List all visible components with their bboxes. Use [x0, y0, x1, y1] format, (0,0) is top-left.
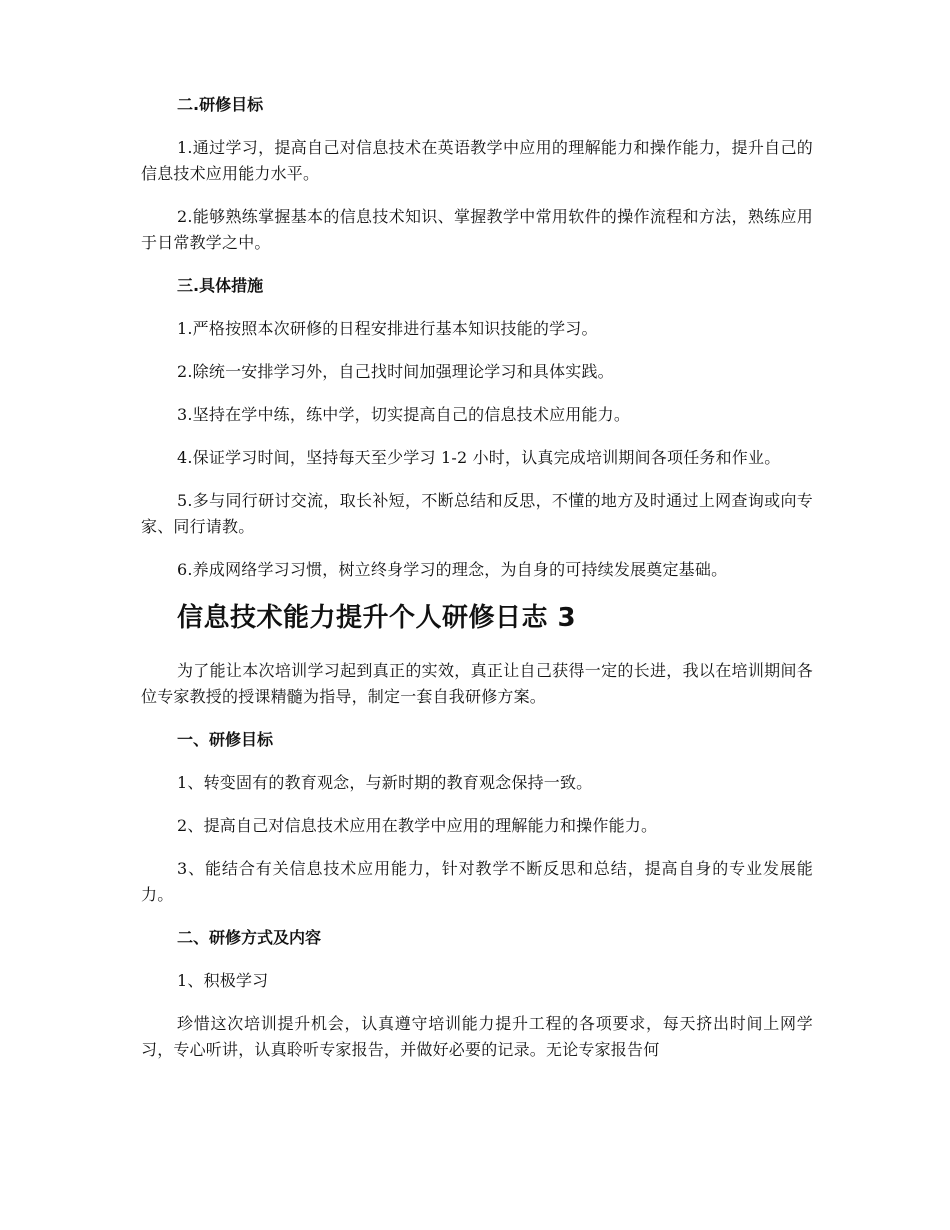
- journal-title: 信息技术能力提升个人研修日志 3: [177, 603, 577, 633]
- section-heading-research-goals: 二.研修目标: [177, 95, 264, 114]
- method-paragraph-1: 珍惜这次培训提升机会，认真遵守培训能力提升工程的各项要求，每天挤出时间上网学习，专心听讲，认真聆听专家报告，并做好必要的记录。无论专家报告何: [141, 1014, 813, 1059]
- method-subheading-1: 1、积极学习: [177, 971, 269, 990]
- goal-point-3: 3、能结合有关信息技术应用能力，针对教学不断反思和总结，提高自身的专业发展能力。: [141, 859, 813, 904]
- intro-paragraph: 为了能让本次培训学习起到真正的实效，真正让自己获得一定的长进，我以在培训期间各位专家教授的授课精髓为指导，制定一套自我研修方案。: [141, 661, 813, 706]
- document-body: [141, 92, 813, 1080]
- section-heading-specific-measures: 三.具体措施: [177, 276, 264, 295]
- measure-item-2: 2.除统一安排学习外，自己找时间加强理论学习和具体实践。: [177, 362, 614, 381]
- measure-item-6: 6.养成网络学习习惯，树立终身学习的理念，为自身的可持续发展奠定基础。: [177, 560, 728, 579]
- goal-item-1: 1.通过学习，提高自己对信息技术在英语教学中应用的理解能力和操作能力，提升自己的信息技术应用能力水平。: [141, 138, 813, 183]
- measure-item-5: 5.多与同行研讨交流，取长补短，不断总结和反思，不懂的地方及时通过上网查询或向专家、同行请教。: [141, 491, 813, 536]
- measure-item-1: 1.严格按照本次研修的日程安排进行基本知识技能的学习。: [177, 319, 598, 338]
- section-heading-methods-content: 二、研修方式及内容: [177, 928, 322, 947]
- measure-item-4: 4.保证学习时间，坚持每天至少学习 1-2 小时，认真完成培训期间各项任务和作业。: [177, 448, 781, 467]
- goal-item-2: 2.能够熟练掌握基本的信息技术知识、掌握教学中常用软件的操作流程和方法，熟练应用于日常教学之中。: [141, 207, 813, 252]
- goal-point-1: 1、转变固有的教育观念，与新时期的教育观念保持一致。: [177, 773, 593, 792]
- goal-point-2: 2、提高自己对信息技术应用在教学中应用的理解能力和操作能力。: [177, 816, 658, 835]
- measure-item-3: 3.坚持在学中练，练中学，切实提高自己的信息技术应用能力。: [177, 405, 631, 424]
- section-heading-goals: 一、研修目标: [177, 730, 274, 749]
